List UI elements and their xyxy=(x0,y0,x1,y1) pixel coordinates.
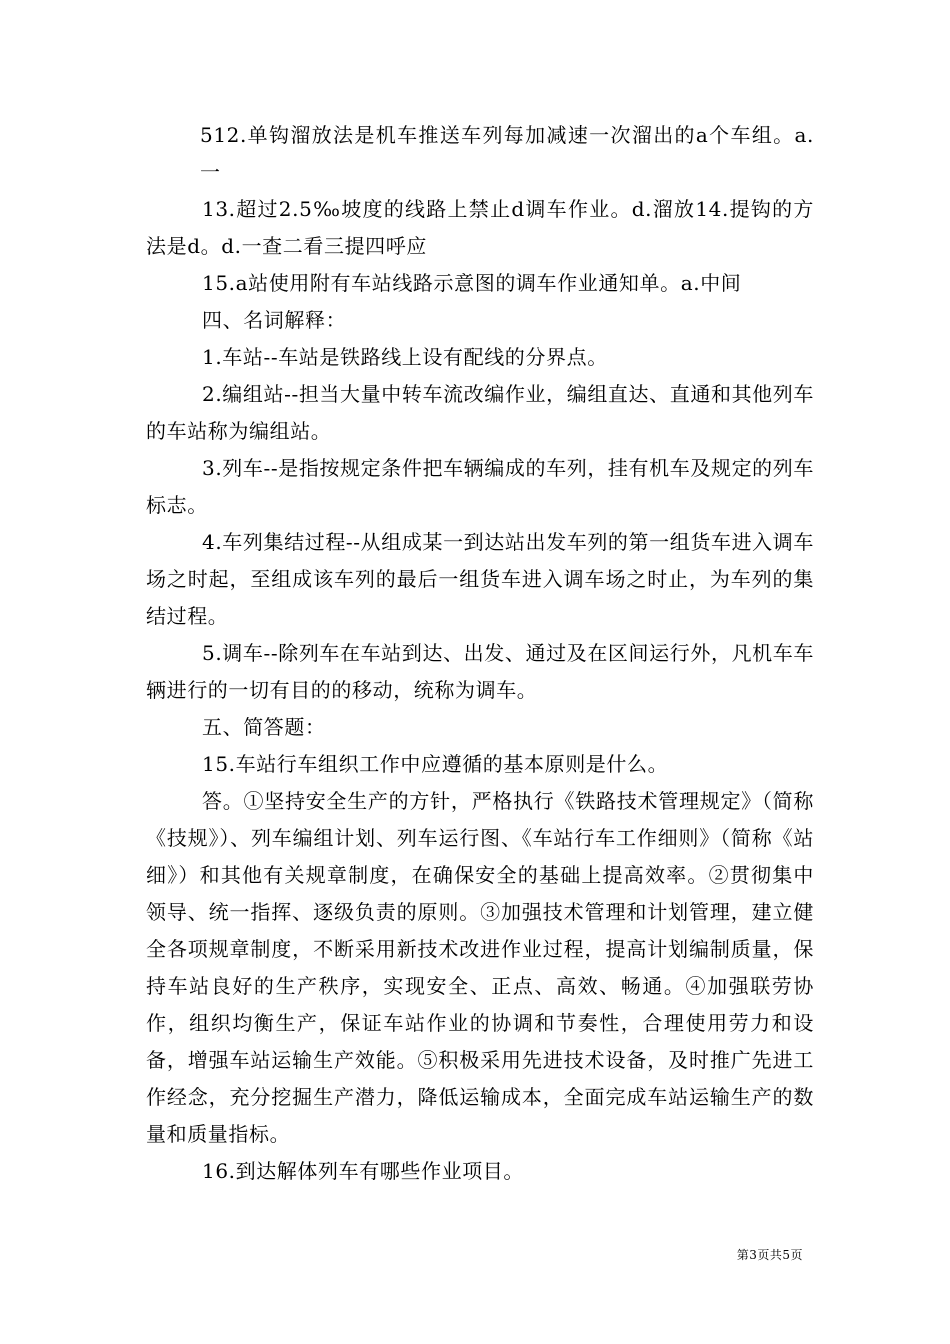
question-16: 16.到达解体列车有哪些作业项目。 xyxy=(202,1159,525,1183)
question-15: 15.车站行车组织工作中应遵循的基本原则是什么。 xyxy=(202,752,669,776)
paragraph-q12: 512.单钩溜放法是机车推送车列每加减速一次溜出的a个车组。a.一 xyxy=(200,123,814,184)
paragraph-q15: 15.a站使用附有车站线路示意图的调车作业通知单。a.中间 xyxy=(202,271,742,295)
paragraph-q13-14: 13.超过2.5‰坡度的线路上禁止d调车作业。d.溜放14.提钩的方法是d。d.一查二看三提四呼应 xyxy=(146,197,814,258)
definition-train: 3.列车--是指按规定条件把车辆编成的车列，挂有机车及规定的列车标志。 xyxy=(146,456,814,517)
definition-accumulation-process: 4.车列集结过程--从组成某一到达站出发车列的第一组货车进入调车场之时起，至组成该车列的最后一组货车进入调车场之时止，为车列的集结过程。 xyxy=(146,530,814,628)
definition-station: 1.车站--车站是铁路线上设有配线的分界点。 xyxy=(202,345,608,369)
definition-marshalling-station: 2.编组站--担当大量中转车流改编作业，编组直达、直通和其他列车的车站称为编组站。 xyxy=(146,382,814,443)
section-heading-definitions: 四、名词解释： xyxy=(202,308,347,332)
answer-15: 答。①坚持安全生产的方针，严格执行《铁路技术管理规定》（简称《技规》）、列车编组计划、列车运行图、《车站行车工作细则》（简称《站细》）和其他有关规章制度，在确保安全的基础上提高效率。②贯彻集中领导、统一指挥、逐级负责的原则。③加强技术管理和计划管理，建立健全各项规章制度，不断采用新技术改进作业过程，提高计划编制质量，保持车站良好的生产秩序，实现安全、正点、高效、畅通。④加强联劳协作，组织均衡生产，保证车站作业的协调和节奏性，合理使用劳力和设备，增强车站运输生产效能。⑤积极采用先进技术设备，及时推广先进工作经念，充分挖掘生产潜力，降低运输成本，全面完成车站运输生产的数量和质量指标。 xyxy=(146,789,814,1146)
document-body xyxy=(146,117,814,1190)
definition-shunting: 5.调车--除列车在车站到达、出发、通过及在区间运行外，凡机车车辆进行的一切有目的的移动，统称为调车。 xyxy=(146,641,814,702)
section-heading-short-answers: 五、简答题： xyxy=(202,715,326,739)
page-number: 第3页共5页 xyxy=(736,1248,803,1262)
